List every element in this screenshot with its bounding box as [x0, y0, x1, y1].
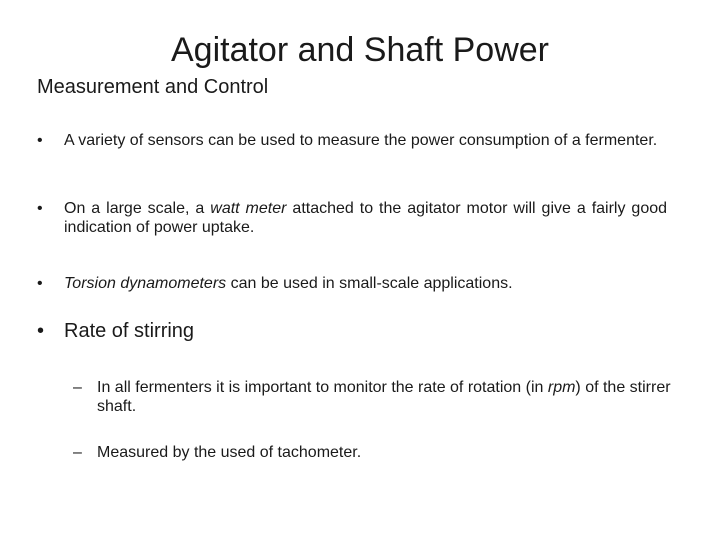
sub-bullet-text: [97, 378, 673, 416]
bullet-text-emphasis: Torsion dynamometers: [64, 275, 227, 292]
bullet-text-part: A variety of sensors can be used to measure the power consumption of a fermenter.: [64, 132, 658, 149]
sub-bullet-text-part: ) of the stirrer shaft.: [97, 379, 671, 415]
dash-icon: –: [73, 444, 82, 461]
slide-subtitle: Measurement and Control: [37, 76, 269, 98]
sub-bullet-tachometer: [73, 443, 673, 462]
bullet-dot-icon: •: [37, 132, 43, 149]
bullet-watt-meter: [37, 199, 667, 237]
bullet-dot-icon: •: [37, 200, 43, 217]
sub-bullet-rotation-rate: [73, 378, 673, 416]
sub-bullet-text-part: Measured by the used of tachometer.: [97, 444, 362, 461]
bullet-dot-icon: •: [37, 320, 45, 342]
sub-bullet-text-part: In all fermenters it is important to monitor the rate of rotation (in: [97, 379, 548, 396]
sub-bullet-text-emphasis: rpm: [547, 379, 576, 396]
bullet-text: [64, 274, 667, 293]
bullet-torsion-dynamometers: [37, 274, 667, 293]
bullet-text: [64, 319, 667, 343]
bullet-text-emphasis: watt meter: [210, 200, 287, 217]
bullet-text-part: can be used in small-scale applications.: [226, 275, 513, 292]
slide-title: Agitator and Shaft Power: [170, 31, 549, 69]
bullet-rate-of-stirring: [37, 319, 667, 343]
bullet-text-part: On a large scale, a: [64, 200, 211, 217]
bullet-text-part: attached to the agitator motor will give a fairly good indication of power uptake.: [64, 200, 668, 236]
bullet-sensors: [37, 131, 667, 150]
bullet-dot-icon: •: [37, 275, 43, 292]
bullet-text: [64, 131, 667, 150]
bullet-text-part: Rate of stirring: [64, 320, 195, 342]
dash-icon: –: [73, 379, 82, 396]
bullet-text: [64, 199, 667, 237]
sub-bullet-text: [97, 443, 673, 462]
